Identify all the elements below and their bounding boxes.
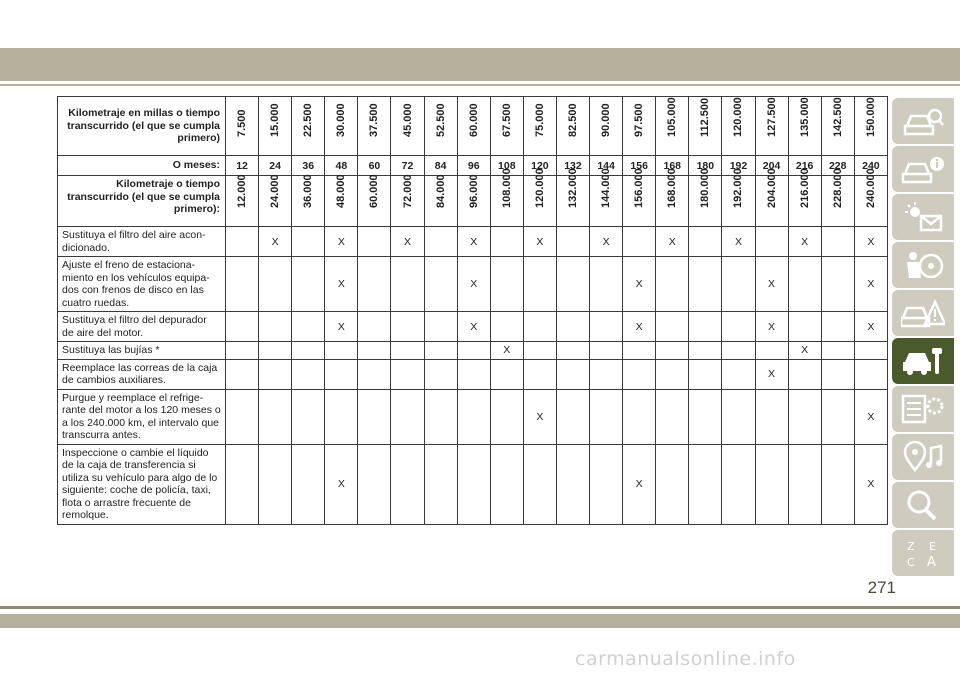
service-mark [656,312,689,342]
service-mark [623,227,656,257]
km-value: 24.000 [269,174,282,208]
km-cell [424,176,457,227]
service-mark [358,359,391,389]
mileage-value: 97.500 [633,103,646,137]
car-warning-icon [901,296,945,330]
service-mark [226,359,259,389]
km-cell [788,168,821,227]
service-mark [259,312,292,342]
months-value: 216 [788,156,821,176]
service-mark [325,359,358,389]
km-value: 216.000 [798,168,811,208]
mileage-cell [292,97,325,156]
service-mark [821,342,854,360]
service-mark [292,389,325,444]
service-mark [623,342,656,360]
service-mark [391,444,424,524]
service-mark: X [755,257,788,312]
service-mark [689,312,722,342]
mileage-value: 52.500 [434,103,447,137]
km-value: 156.000 [633,168,646,208]
service-mark [821,359,854,389]
mileage-value: 127.500 [765,97,778,137]
service-mark [821,389,854,444]
months-value: 72 [391,156,424,176]
mileage-cell [755,97,788,156]
task-row [58,389,888,444]
km-value: 204.000 [765,168,778,208]
service-mark [590,312,623,342]
sidebar-tab[interactable] [892,482,954,528]
service-mark [722,342,755,360]
service-mark [226,257,259,312]
service-mark [490,389,523,444]
mileage-cell [821,97,854,156]
service-mark [689,227,722,257]
months-value: 108 [490,156,523,176]
search-icon [901,488,945,522]
km-cell [358,176,391,227]
service-mark [490,359,523,389]
service-mark [259,444,292,524]
service-mark [656,444,689,524]
service-mark [523,342,556,360]
service-mark: X [590,227,623,257]
km-value: 12.000 [236,174,249,208]
mileage-value: 90.000 [600,103,613,137]
months-value: 48 [325,156,358,176]
task-row [58,444,888,524]
bottom-divider [0,606,960,609]
service-mark: X [325,444,358,524]
sidebar-tab[interactable] [892,338,954,384]
mileage-cell [325,97,358,156]
service-mark [722,312,755,342]
service-mark [854,342,887,360]
months-value: 204 [755,156,788,176]
service-mark: X [523,389,556,444]
service-mark [457,342,490,360]
mileage-cell [424,97,457,156]
mileage-value: 150.000 [864,97,877,137]
service-mark [556,359,589,389]
sidebar-tab[interactable] [892,530,954,576]
service-mark: X [623,257,656,312]
mileage-cell [590,97,623,156]
mileage-value: 15.000 [269,103,282,137]
months-value: 192 [722,156,755,176]
months-value: 240 [854,156,887,176]
months-value: 180 [689,156,722,176]
service-mark [656,257,689,312]
service-mark [457,389,490,444]
service-mark [292,359,325,389]
km-cell [457,176,490,227]
service-mark [755,227,788,257]
service-mark [424,389,457,444]
service-mark: X [490,342,523,360]
service-mark [358,257,391,312]
service-mark [788,359,821,389]
service-mark [259,342,292,360]
service-mark [391,342,424,360]
km-value: 60.000 [368,174,381,208]
service-mark [623,389,656,444]
service-mark: X [325,312,358,342]
mileage-value: 60.000 [467,103,480,137]
months-value: 84 [424,156,457,176]
task-label: Reemplace las correas de la caja de cambios auxiliares. [58,359,226,389]
months-value: 36 [292,156,325,176]
service-mark [821,444,854,524]
service-mark [358,227,391,257]
task-label: Purgue y reemplace el refrige-rante del motor a los 120 meses o a los 240.000 km, el intervalo que transcurra antes. [58,389,226,444]
service-mark [590,444,623,524]
mileage-value: 37.500 [368,103,381,137]
service-mark [259,257,292,312]
top-decorative-band [0,48,960,81]
mileage-cell [490,97,523,156]
service-mark [490,227,523,257]
service-mark [556,312,589,342]
service-mark [755,444,788,524]
km-cell [523,168,556,227]
km-cell [854,168,887,227]
km-value: 240.000 [864,168,877,208]
km-cell [821,168,854,227]
service-mark [490,444,523,524]
mileage-label: Kilometraje en millas o tiempo transcurrido (el que se cumpla primero) [58,97,226,156]
mileage-cell [556,97,589,156]
service-mark [490,257,523,312]
km-header-row [58,176,888,227]
service-mark: X [755,312,788,342]
mileage-value: 67.500 [500,103,513,137]
service-mark [656,359,689,389]
service-mark [391,257,424,312]
service-mark: X [722,227,755,257]
km-value: 180.000 [699,168,712,208]
svg-text:C: C [907,556,915,569]
warning-lights-icon [901,200,945,234]
sidebar-tab[interactable] [892,98,954,144]
km-cell [656,168,689,227]
mileage-cell [689,97,722,156]
months-value: 228 [821,156,854,176]
km-cell [590,168,623,227]
service-mark: X [854,389,887,444]
months-value: 96 [457,156,490,176]
gps-music-icon [901,440,945,474]
months-row [58,156,888,176]
months-value: 168 [656,156,689,176]
alphabet-index-icon [901,536,945,570]
service-mark [424,312,457,342]
service-mark [722,444,755,524]
service-mark [358,389,391,444]
km-cell [226,176,259,227]
sidebar-tabs [892,98,956,578]
service-mark [490,312,523,342]
mileage-cell [788,97,821,156]
service-mark [722,359,755,389]
service-mark [325,389,358,444]
service-mark: X [457,227,490,257]
airbag-steering-icon [901,248,945,282]
mileage-cell [259,97,292,156]
service-mark [424,359,457,389]
task-label: Sustituya el filtro del depurador de aire del motor. [58,312,226,342]
sidebar-tab[interactable] [892,194,954,240]
sidebar-tab[interactable] [892,146,954,192]
service-mark [391,312,424,342]
service-mark [292,312,325,342]
km-cell [391,176,424,227]
task-label: Sustituya las bujías * [58,342,226,360]
km-value: 108.000 [500,168,513,208]
mileage-cell [623,97,656,156]
service-mark [292,227,325,257]
service-mark [556,444,589,524]
sidebar-tab[interactable] [892,290,954,336]
service-mark: X [656,227,689,257]
service-mark: X [325,227,358,257]
watermark: carmanualsonline.info [575,648,796,670]
mileage-cell [391,97,424,156]
car-service-icon [901,344,945,378]
mileage-value: 112.500 [699,97,712,137]
service-mark [259,359,292,389]
mileage-value: 75.000 [533,103,546,137]
service-mark [457,444,490,524]
mileage-cell [523,97,556,156]
mileage-header-row [58,97,888,156]
service-mark: X [854,227,887,257]
service-mark [590,359,623,389]
service-mark [358,444,391,524]
service-mark [788,257,821,312]
months-value: 132 [556,156,589,176]
service-mark [226,444,259,524]
bottom-decorative-band [0,614,960,628]
service-mark [556,342,589,360]
service-mark [226,227,259,257]
service-mark [821,257,854,312]
km-value: 84.000 [434,174,447,208]
service-mark [689,444,722,524]
km-cell [259,176,292,227]
km-cell [623,168,656,227]
svg-text:A: A [927,555,936,570]
service-mark [523,359,556,389]
service-mark [722,257,755,312]
service-mark [424,227,457,257]
km-cell [292,176,325,227]
sidebar-tab[interactable] [892,242,954,288]
task-label: Ajuste el freno de estaciona-miento en los vehículos equipa-dos con frenos de disco en las cuatro ruedas. [58,257,226,312]
km-value: 132.000 [566,168,579,208]
service-mark [755,342,788,360]
service-mark [391,389,424,444]
months-value: 120 [523,156,556,176]
km-cell [755,168,788,227]
service-mark: X [523,227,556,257]
service-mark [590,257,623,312]
service-mark [556,227,589,257]
service-mark [556,257,589,312]
sidebar-tab[interactable] [892,434,954,480]
service-mark: X [623,312,656,342]
mileage-value: 22.500 [302,103,315,137]
maintenance-schedule-table [57,96,888,525]
service-mark: X [788,342,821,360]
car-info-icon [901,152,945,186]
service-mark: X [457,257,490,312]
car-search-icon [901,104,945,138]
service-mark [424,257,457,312]
service-mark: X [325,257,358,312]
service-mark [689,342,722,360]
service-mark [656,389,689,444]
task-row [58,312,888,342]
service-mark [623,359,656,389]
service-mark [358,342,391,360]
km-cell [556,168,589,227]
km-value: 144.000 [600,168,613,208]
service-mark [424,342,457,360]
service-mark [325,342,358,360]
sidebar-tab[interactable] [892,386,954,432]
service-mark [854,359,887,389]
service-mark [424,444,457,524]
mileage-value: 135.000 [798,97,811,137]
service-mark [689,257,722,312]
mileage-cell [656,97,689,156]
km-value: 36.000 [302,174,315,208]
mileage-cell [722,97,755,156]
service-mark [788,444,821,524]
service-mark [391,359,424,389]
months-value: 12 [226,156,259,176]
service-mark: X [854,257,887,312]
task-row [58,227,888,257]
service-mark [590,342,623,360]
service-mark [556,389,589,444]
mileage-cell [854,97,887,156]
task-row [58,359,888,389]
svg-text:E: E [929,540,936,553]
km-value: 168.000 [666,168,679,208]
km-cell [490,168,523,227]
service-mark [523,312,556,342]
service-mark: X [391,227,424,257]
service-mark [821,227,854,257]
km-value: 96.000 [467,174,480,208]
mileage-cell [457,97,490,156]
km-label: Kilometraje o tiempo transcurrido (el que se cumpla primero): [58,176,226,227]
km-value: 228.000 [831,168,844,208]
service-mark [457,359,490,389]
km-value: 72.000 [401,174,414,208]
service-mark [689,389,722,444]
task-label: Inspeccione o cambie el líquido de la caja de transferencia si utiliza su vehículo para algo de lo siguiente: coche de policía, taxi, flota o arrastre frecuente de remolque. [58,444,226,524]
settings-list-icon [901,392,945,426]
service-mark: X [854,444,887,524]
task-row [58,342,888,360]
service-mark [292,342,325,360]
service-mark [259,389,292,444]
service-mark [523,257,556,312]
mileage-value: 7.500 [236,109,249,137]
page-number: 271 [867,578,896,597]
task-label: Sustituya el filtro del aire acon-dicionado. [58,227,226,257]
km-value: 192.000 [732,168,745,208]
mileage-cell [358,97,391,156]
months-value: 156 [623,156,656,176]
mileage-cell [226,97,259,156]
service-mark [821,312,854,342]
km-value: 120.000 [533,168,546,208]
service-mark [226,312,259,342]
service-mark [292,444,325,524]
service-mark: X [755,359,788,389]
service-mark [722,389,755,444]
km-cell [722,168,755,227]
service-mark: X [623,444,656,524]
service-mark [656,342,689,360]
service-mark: X [457,312,490,342]
service-mark [226,389,259,444]
months-value: 24 [259,156,292,176]
service-mark [226,342,259,360]
service-mark [788,312,821,342]
service-mark: X [259,227,292,257]
service-mark: X [854,312,887,342]
service-mark [755,389,788,444]
months-value: 60 [358,156,391,176]
km-cell [689,168,722,227]
mileage-value: 30.000 [335,103,348,137]
service-mark [689,359,722,389]
mileage-value: 142.500 [831,97,844,137]
months-value: 144 [590,156,623,176]
service-mark [523,444,556,524]
service-mark [590,389,623,444]
mileage-value: 120.000 [732,97,745,137]
service-mark [292,257,325,312]
service-mark [358,312,391,342]
km-value: 48.000 [335,174,348,208]
task-row [58,257,888,312]
service-mark [788,389,821,444]
km-cell [325,176,358,227]
mileage-value: 82.500 [566,103,579,137]
svg-text:Z: Z [907,540,915,553]
months-label: O meses: [58,156,226,176]
service-mark: X [788,227,821,257]
mileage-value: 45.000 [401,103,414,137]
mileage-value: 105.000 [666,97,679,137]
top-divider [0,84,960,86]
